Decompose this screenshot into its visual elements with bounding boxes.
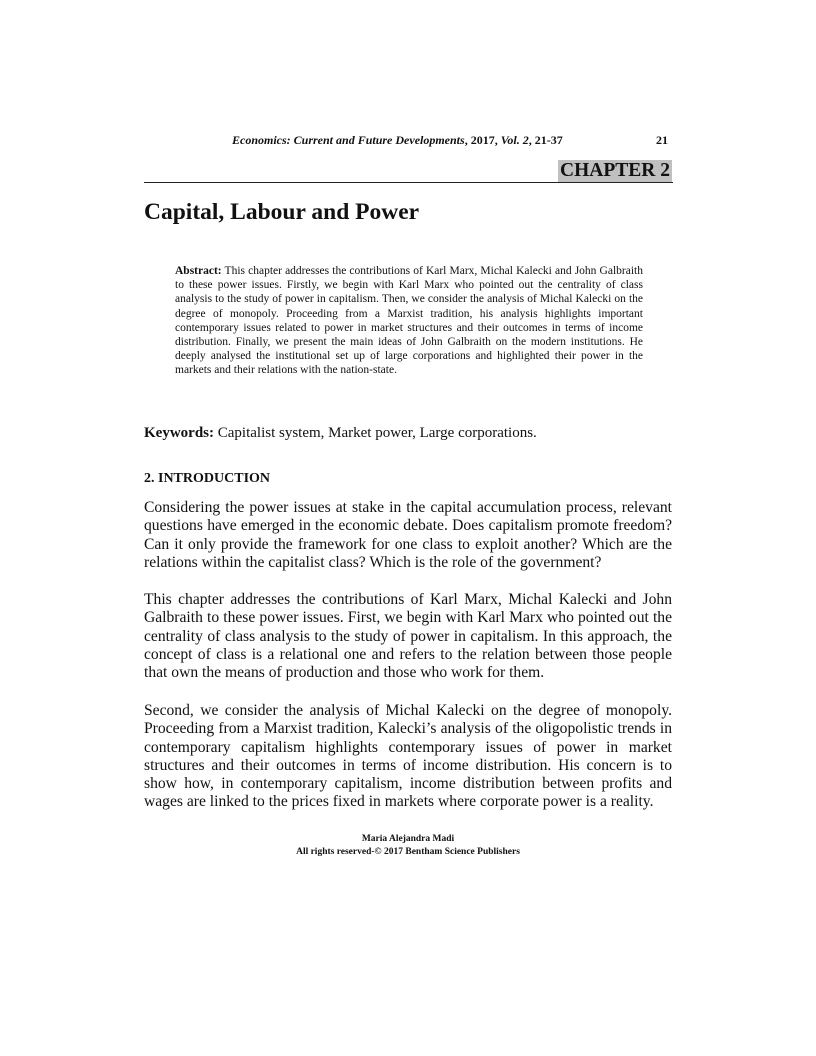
section-heading: 2. INTRODUCTION — [144, 471, 271, 486]
abstract-label: Abstract: — [175, 265, 222, 277]
abstract-text: This chapter addresses the contributions of Karl Marx, Michal Kalecki and John Galbraith to these power issues. Firstly, we begin with Karl Marx who pointed out the centrality of class analysis to the study of power in capitalism. Then, we consider the analysis of Michal Kalecki on the degree of monopoly. Proceeding from a Marxist tradition, his analysis highlights important contemporary issues related to power in market structures and their outcomes in terms of income distribution. Finally, we present the main ideas of John Galbraith on the modern institutions. He deeply analysed the institutional set up of large corporations and highlighted their power in the markets and their relations with the nation-state. — [175, 265, 643, 377]
body-paragraph: Considering the power issues at stake in the capital accumulation process, relevant questions have emerged in the economic debate. Does capitalism promote freedom? Can it only provide the framework for one class to exploit another? Which are the relations within the capitalist class? Which is the role of the government? — [144, 499, 672, 571]
running-header — [144, 133, 672, 149]
chapter-label: CHAPTER 2 — [560, 160, 670, 181]
keywords — [144, 425, 537, 442]
chapter-title: Capital, Labour and Power — [144, 199, 420, 225]
abstract — [175, 264, 643, 378]
body-paragraph: This chapter addresses the contributions of Karl Marx, Michal Kalecki and John Galbraith to these power issues. First, we begin with Karl Marx who pointed out the centrality of class analysis to the study of power in capitalism. In this approach, the concept of class is a relational one and refers to the relation between those people that own the means of production and those who work for them. — [144, 591, 672, 682]
body-paragraph: Second, we consider the analysis of Michal Kalecki on the degree of monopoly. Proceeding from a Marxist tradition, Kalecki’s analysis of the oligopolistic trends in contemporary capitalism highlights contemporary issues of power in market structures and their outcomes in terms of income distribution. His concern is to show how, in contemporary capitalism, income distribution between profits and wages are linked to the prices fixed in markets where corporate power is a reality. — [144, 702, 672, 811]
journal-pages: , 21-37 — [528, 133, 563, 147]
footer-copyright: All rights reserved-© 2017 Bentham Science Publishers — [296, 847, 520, 857]
journal-year: , 2017, — [464, 133, 501, 147]
header-divider — [144, 182, 673, 183]
footer-author: Maria Alejandra Madi — [361, 834, 455, 844]
journal-title: Economics: Current and Future Developments — [232, 133, 465, 147]
page-number: 21 — [656, 133, 668, 147]
journal-volume: Vol. 2 — [500, 133, 529, 147]
keywords-label: Keywords: — [144, 425, 214, 441]
journal-citation — [232, 133, 563, 148]
keywords-text: Capitalist system, Market power, Large corporations. — [214, 425, 537, 441]
